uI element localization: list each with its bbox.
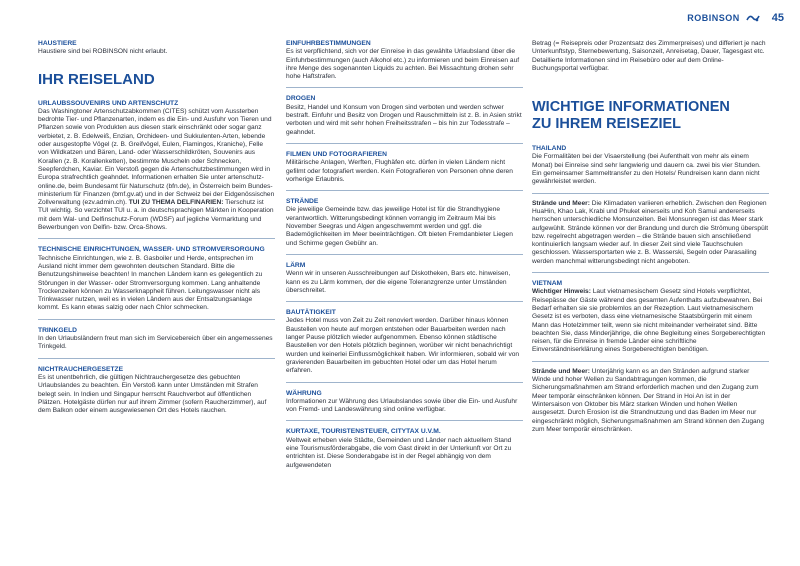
text-straende: Die jeweilige Gemeinde bzw. das jeweilige Hotel ist für die Strandhygiene verantwortlich. Witterungsbedingt können vorrangig im Zeitraum Mai bis November Seegras und Algen angeschwemmt werden und ggf. die Bademöglichkeiten im Meer beeinträchtigen. Oft bieten Fremdanbieter Liegen und Schirme gegen Gebühr an. — [286, 206, 513, 247]
text-thailand-straende: Strände und Meer: Die Klimadaten variieren erheblich. Zwischen den Regionen HuaHin, Khao Lak, Krabi und Phuket einerseits und Koh Samui andererseits herrschen unterschiedliche Monsunzeiten. Bei Monsunregen ist das Meer stark aufgewühlt. Strände können vor der Brandung und durch die Strömung überspült bzw. regelrecht abgetragen werden – die Strände bauen sich anschließend kontinuierlich langsam wieder auf. In dieser Zeit sind viele Tauchschulen geschlossen. Wassersportarten wie z. B. Wasserski, Segeln oder Parasailing werden manchmal witterungsbedingt nicht angeboten. — [532, 199, 769, 265]
text-vietnam-straende: Strände und Meer: Unterjährig kann es an den Stränden aufgrund starker Winde und hoher Wellen zu Sandabtragungen kommen, die Sicherungsmaßnahmen am Strand erforderlich machen und den Zugang zum Meer temporär einschränken können. Der Strand in Hoi An ist in der Wintersaison von Oktober bis März starken Winden und hohen Wellen ausgesetzt. Durch Erosion ist die Strandnutzung und das Baden im Meer nur eingeschränkt möglich, Sicherungsmaßnahmen am Strand können den Zugang zum Meer temporär einschränken. — [532, 367, 765, 433]
divider — [286, 420, 523, 421]
text-einfuhr: Es ist verpflichtend, sich vor der Einreise in das gewählte Urlaubsland über die Einfuhrbestimmungen (auch Alkohol etc.) zu informieren und beim Einreisen auf ihre Menge des sogenannten Liquids zu achten. Bei Missachtung drohen sehr hohe Haftstrafen. — [286, 48, 520, 81]
divider — [286, 382, 523, 383]
heading-vietnam: VIETNAM — [532, 280, 563, 288]
text-kurtaxe: Weltweit erheben viele Städte, Gemeinden und Länder nach aktuellem Stand eine Tourismusförderabgabe, die vom Gast direkt in der Unterkunft vor Ort zu entrichten ist. Diese Sonderabgabe ist in der Regel abhängig von dem aufgewendeten — [286, 436, 512, 469]
heading-urlaubssouvenirs: URLAUBSSOUVENIRS UND ARTENSCHUTZ — [38, 99, 179, 107]
heading-kurtaxe: KURTAXE, TOURISTENSTEUER, CITYTAX U.V.M. — [286, 428, 441, 436]
heading-laerm: LÄRM — [286, 261, 306, 269]
divider — [286, 87, 523, 88]
brand-wave-icon — [746, 14, 760, 22]
section-title-line-1: WICHTIGE INFORMATIONEN — [532, 99, 730, 116]
heading-nichtraucher: NICHTRAUCHERGESETZE — [38, 365, 124, 373]
divider — [286, 254, 523, 255]
brand-name: ROBINSON — [687, 13, 740, 23]
divider — [286, 301, 523, 302]
column-left — [38, 40, 275, 415]
text-thailand: Die Formalitäten bei der Visaerstellung (bei Aufenthalt von mehr als einem Monat) bei Einreise sind sehr langwierig und dauern ca. zwei bis vier Stunden. Ein gemeinsamer Sammeltransfer zu den Hotels/ Rundreisen kann dann nicht gewährleistet werden. — [532, 153, 761, 186]
text-trinkgeld: In den Urlaubsländern freut man sich im Servicebereich über ein angemessenes Trinkgeld. — [38, 335, 273, 351]
text-technik: Technische Einrichtungen, wie z. B. Gasboiler und Herde, entsprechen im Ausland nicht immer dem gewohnten deutschen Standard. Bitte die Benutzungshinweise beachten! In manchen Ländern kann es gelegentlich zu Störungen in der Wasser- oder Stromversorgung kommen. Lang anhaltende Trockenzeiten können zu Wasserknappheit führen. Leitungswasser nicht als Trinkwasser nutzen, weil es in vielen Ländern aus der Entsalzungsanlage kommt. Es kann etwas salzig oder nach Chlor schmecken. — [38, 254, 263, 312]
page-number: 45 — [771, 12, 784, 24]
heading-waehrung: WÄHRUNG — [286, 389, 322, 397]
section-title-line-2: ZU IHREM REISEZIEL — [532, 116, 682, 133]
text-laerm: Wenn wir in unseren Ausschreibungen auf Diskotheken, Bars etc. hinweisen, kann es zu Lärm kommen, der die eigene Toleranzgrenze unter Umständen überschreitet. — [286, 270, 511, 294]
heading-filmen: FILMEN UND FOTOGRAFIEREN — [286, 150, 387, 158]
divider — [38, 319, 275, 320]
divider — [286, 143, 523, 144]
text-kurtaxe-continued: Betrag (= Reisepreis oder Prozentsatz des Zimmerpreises) und differiert je nach Unterkunftstyp, Sternebewertung, Saisonzeit, Anreisetag, Dauer, Tagesgast etc. Detaillierte Informationen sind im Reisebüro oder auf dem Online-Buchungsportal verfügbar. — [532, 40, 766, 72]
column-middle — [286, 40, 523, 470]
text-urlaubssouvenirs: Das Washingtoner Artenschutzabkommen (CITES) schützt vom Aussterben bedrohte Tier- und Pflanzenarten, indem es die Ein- und Ausfuhr von Tieren und Pflanzen sowie von Produkten aus diesen stark einschränkt oder sogar ganz verbietet, z. B. Edelweiß, Enzian, Orchideen- und Sukkulenten-Arten, lebende oder ausgestopfte Vögel (z. B. Greifvögel, Eulen, Flamingos, Kraniche), Felle von Wildkatzen und Bären, Land- oder Wasserschildkröten, Souvenirs aus Korallen (z. B. Korallenketten), bestimmte Muscheln oder Schnecken, Seepferdchen, Kaviar. Ein Verstoß gegen die Artenschutzbestimmungen wird in Europa strafrechtlich geahndet. Informationen erhalten Sie unter artenschutz-online.de, beim Bundesamt für Naturschutz (bfn.de), in Österreich beim Bundesministerium für Finanzen (bmf.gv.at) und in der Schweiz bei der Eidgenössischen Zollverwaltung (ezv.admin.ch). TUI ZU THEMA DELFINARIEN: Tierschutz ist TUI wichtig. So verzichtet TUI u. a. in deutschsprachigen Märkten in Kooperation mit dem Wal- und Delfinschutz-Forum (WDSF) auf jegliche Vermarktung und Bewerbungen von Delfin- bzw. Orca-Shows. — [38, 107, 275, 232]
section-title-reiseziel — [532, 99, 769, 133]
divider — [532, 361, 769, 362]
column-right — [532, 40, 769, 434]
text-drogen: Besitz, Handel und Konsum von Drogen sind verboten und werden schwer bestraft. Einfuhr und Besitz von Drogen und Rauschmitteln ist z. B. in Asien strikt verboten und wird mit sehr hohen Freiheitsstrafen – bis hin zur Todesstrafe – geahndet. — [286, 103, 522, 136]
heading-einfuhr: EINFUHRBESTIMMUNGEN — [286, 40, 371, 47]
divider — [532, 193, 769, 194]
divider — [38, 238, 275, 239]
text-bautaetigkeit: Jedes Hotel muss von Zeit zu Zeit renoviert werden. Darüber hinaus können Baustellen von heute auf morgen entstehen oder Bauarbeiten werden nach langer Pause plötzlich wieder aufgenommen. Ebenso können städtische Baustellen vor den Hotels plötzlich beginnen, worüber wir nicht benachrichtigt wurden und keinerlei Einflussmöglichkeit haben. Wir informieren, sobald wir von gravierenden Bauarbeiten im gebuchten Hotel oder um das Hotel herum erfahren. — [286, 317, 520, 375]
page-header — [687, 12, 784, 24]
heading-thailand: THAILAND — [532, 145, 567, 153]
heading-straende: STRÄNDE — [286, 198, 319, 206]
divider — [38, 358, 275, 359]
heading-technik: TECHNISCHE EINRICHTUNGEN, WASSER- UND STROMVERSORGUNG — [38, 246, 265, 254]
text-haustiere: Haustiere sind bei ROBINSON nicht erlaubt. — [38, 48, 168, 56]
text-vietnam-hinweis: Wichtiger Hinweis: Laut vietnamesischem Gesetz sind Hotels verpflichtet, Reisepässe der Gäste während des gesamten Aufenthalts aufzubewahren. Bei Bedarf erhalten sie sie problemlos an der Rezeption. Laut vietnamesischem Gesetz ist es verboten, dass eine vietnamesische Staatsbürgerin mit einem Mann das Hotelzimmer teilt, wenn sie nicht miteinander verheiratet sind. Bitte beachten Sie, dass Minderjährige, die ohne Begleitung eines Sorgeberechtigten reisen, für die Einreise in fremde Länder eine schriftliche Einverständniserklärung eines Sorgeberechtigten benötigen. — [532, 288, 766, 354]
heading-drogen: DROGEN — [286, 95, 316, 103]
heading-trinkgeld: TRINKGELD — [38, 326, 78, 334]
text-nichtraucher: Es ist unentbehrlich, die gültigen Nichtrauchergesetze des gebuchten Urlaubslandes zu beachten. Ein Verstoß kann unter Umständen mit Strafen belegt sein. In Indien und Singapur herrscht Rauchverbot auf öffentlichen Plätzen. Hotelgäste dürfen nur auf ihrem Zimmer (sofern Raucherzimmer), auf dem Balkon oder einem ausgewiesenen Ort des Hotels rauchen. — [38, 373, 267, 415]
text-filmen: Militärische Anlagen, Werften, Flughäfen etc. dürfen in vielen Ländern nicht gefilmt oder fotografiert werden. Kein Fotografieren von Personen ohne deren vorherige Erlaubnis. — [286, 159, 513, 183]
divider — [286, 190, 523, 191]
text-waehrung: Informationen zur Währung des Urlaubslandes sowie über die Ein- und Ausfuhr von Fremd- und Landeswährung sind online verfügbar. — [286, 397, 518, 414]
section-title-reiseland: IHR REISELAND — [38, 70, 155, 88]
divider — [532, 272, 769, 273]
heading-haustiere: HAUSTIERE — [38, 40, 77, 47]
heading-bautaetigkeit: BAUTÄTIGKEIT — [286, 309, 336, 317]
